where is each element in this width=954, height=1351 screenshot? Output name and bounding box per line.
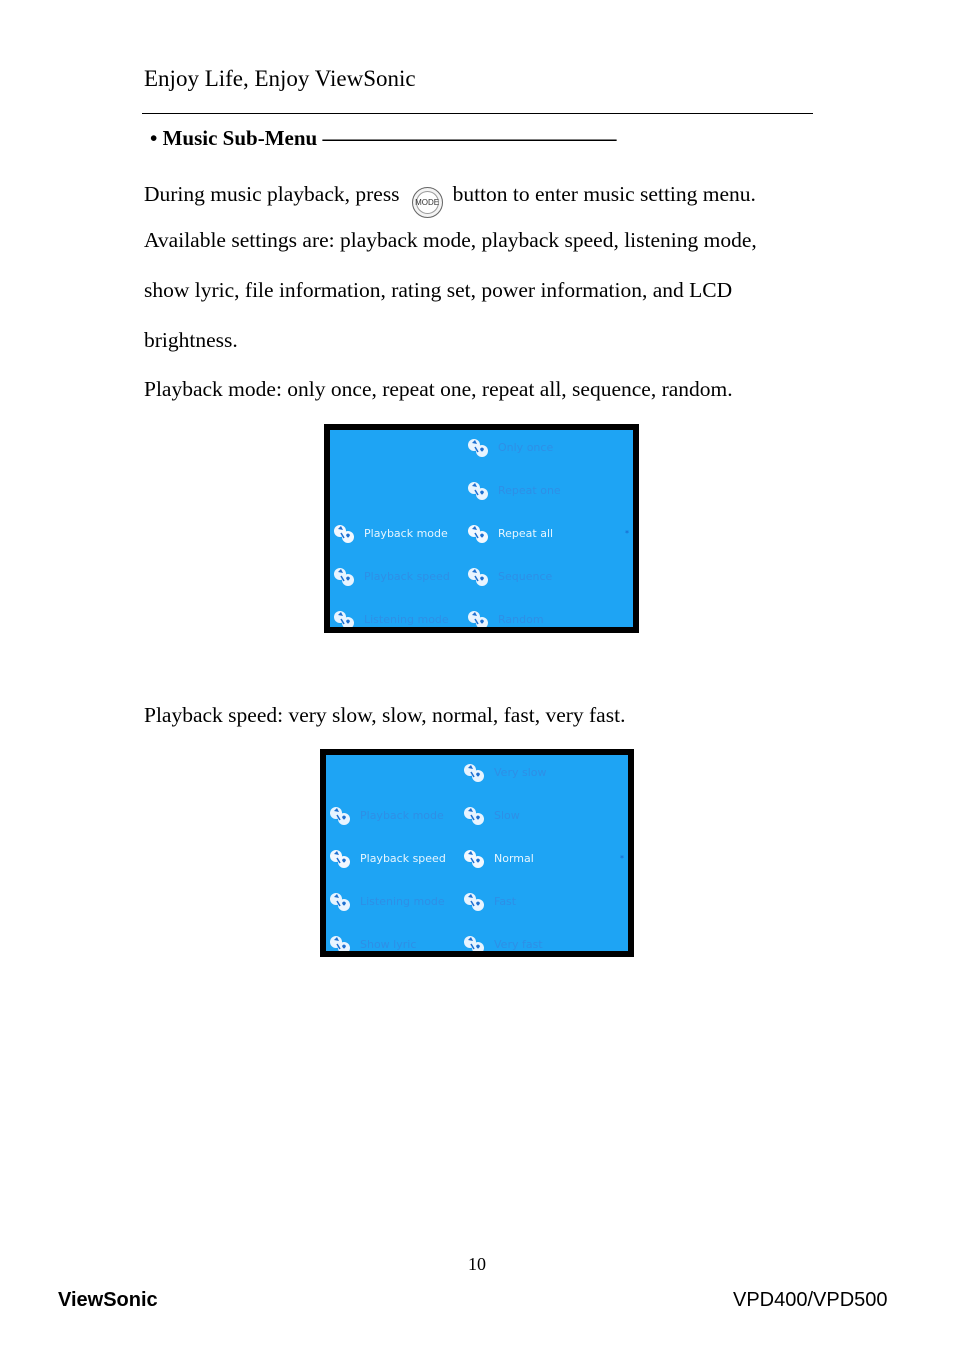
music-note-icon [328, 846, 352, 870]
menu-item-right[interactable] [466, 604, 544, 627]
playback-speed-screenshot [320, 749, 634, 957]
music-note-icon [462, 803, 486, 827]
music-note-icon [466, 607, 490, 627]
menu-item-label: Fast [494, 894, 517, 908]
menu-item-right[interactable] [462, 886, 516, 916]
music-note-icon [462, 760, 486, 784]
menu-item-left[interactable] [328, 886, 445, 916]
menu-item-right[interactable] [462, 929, 543, 951]
menu-item-label: Show lyric [360, 937, 417, 951]
menu-item-left[interactable] [328, 929, 416, 951]
music-note-icon [328, 932, 352, 951]
menu-item-left[interactable] [332, 561, 450, 591]
music-note-icon [466, 521, 490, 545]
menu-item-label: Listening mode [360, 894, 445, 908]
menu-item-right[interactable] [466, 475, 561, 505]
mode-button-icon: MODE [412, 187, 443, 218]
music-note-icon [462, 889, 486, 913]
page-number: 10 [468, 1254, 486, 1274]
menu-item-right[interactable] [466, 432, 553, 462]
menu-item-label: Sequence [498, 569, 553, 583]
menu-item-left[interactable] [332, 518, 448, 548]
header-divider [142, 113, 813, 114]
settings-line-3: brightness. [144, 328, 238, 352]
music-note-icon [466, 564, 490, 588]
screen-display [330, 430, 633, 627]
menu-item-right[interactable] [462, 757, 546, 787]
menu-item-label: Normal [494, 851, 534, 865]
menu-item-right[interactable] [462, 843, 534, 873]
menu-item-label: Slow [494, 808, 520, 822]
intro-text-before: During music playback, press [144, 182, 400, 206]
menu-item-label: Repeat all [498, 526, 554, 540]
menu-item-label: Playback mode [360, 808, 444, 822]
menu-item-label: Playback speed [364, 569, 450, 583]
menu-item-left[interactable] [328, 843, 446, 873]
intro-text-after: button to enter music setting menu. [452, 182, 756, 206]
settings-line-2: show lyric, file information, rating set, power information, and LCD [144, 278, 733, 302]
footer-brand: ViewSonic [58, 1289, 158, 1311]
selection-marker: * [620, 854, 624, 863]
intro-paragraph [144, 182, 756, 218]
menu-item-label: Random [498, 612, 544, 626]
section-heading: • Music Sub-Menu —————————————— [150, 126, 617, 150]
menu-item-label: Playback speed [360, 851, 446, 865]
menu-item-right[interactable] [466, 518, 553, 548]
playback-mode-screenshot [324, 424, 639, 633]
menu-item-label: Very slow [494, 765, 547, 779]
menu-item-left[interactable] [328, 800, 444, 830]
music-note-icon [462, 846, 486, 870]
menu-item-left[interactable] [332, 604, 449, 627]
music-note-icon [328, 803, 352, 827]
screen-display [326, 755, 628, 951]
selection-marker: * [625, 529, 629, 538]
menu-item-right[interactable] [462, 800, 520, 830]
menu-item-label: Listening mode [364, 612, 449, 626]
footer-model: VPD400/VPD500 [733, 1289, 888, 1311]
menu-item-label: Only once [498, 440, 554, 454]
music-note-icon [466, 478, 490, 502]
music-note-icon [328, 889, 352, 913]
music-note-icon [332, 521, 356, 545]
playback-speed-paragraph: Playback speed: very slow, slow, normal, fast, very fast. [144, 703, 626, 727]
music-note-icon [332, 607, 356, 627]
menu-item-label: Playback mode [364, 526, 448, 540]
music-note-icon [462, 932, 486, 951]
menu-item-label: Repeat one [498, 483, 561, 497]
music-note-icon [466, 435, 490, 459]
music-note-icon [332, 564, 356, 588]
page-header-title: Enjoy Life, Enjoy ViewSonic [144, 66, 416, 91]
settings-line-1: Available settings are: playback mode, playback speed, listening mode, [144, 228, 757, 252]
playback-mode-paragraph: Playback mode: only once, repeat one, repeat all, sequence, random. [144, 377, 733, 401]
menu-item-right[interactable] [466, 561, 552, 591]
menu-item-label: Very fast [494, 937, 543, 951]
